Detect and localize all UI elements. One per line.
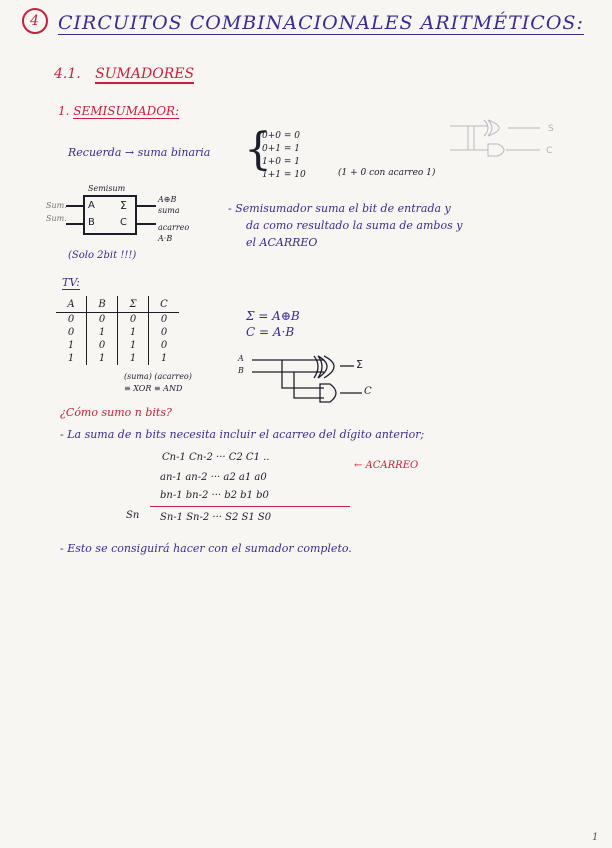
block-out-c: C: [120, 217, 127, 228]
semisumador-block: [64, 186, 160, 242]
rule-item: 0+0 = 0: [262, 131, 300, 141]
equation-carry: C = A·B: [246, 325, 295, 339]
gate-in-a: A: [238, 354, 244, 363]
table-cell: 1: [67, 340, 75, 351]
table-cell: 0: [67, 314, 75, 325]
table-header-row: [56, 296, 179, 313]
block-in-note: Sum.: [46, 214, 67, 223]
sum-row-s-lead: Sn: [126, 510, 140, 521]
desc-line: da como resultado la suma de ambos y: [246, 219, 463, 232]
table-cell: 0: [87, 339, 118, 352]
table-row: [56, 313, 179, 327]
table-cell: 0: [87, 313, 118, 327]
rule-item: 1+0 = 1: [262, 157, 300, 167]
page-number: 1: [592, 832, 599, 843]
block-in-note: Sum.: [46, 201, 67, 210]
block-title: Semisum: [88, 184, 126, 193]
faint-sketch-label: C: [546, 146, 553, 156]
equation-sum: Σ = A⊕B: [246, 309, 300, 323]
faint-sketch-label: S: [548, 124, 554, 134]
sum-row-b: bn-1 bn-2 ··· b2 b1 b0: [160, 490, 269, 501]
gate-out-sigma: Σ: [356, 358, 363, 371]
equations: [246, 308, 300, 340]
table-cell: 1: [149, 352, 180, 365]
block-out1: [158, 194, 180, 216]
rules-note: (1 + 0 con acarreo 1): [338, 168, 436, 178]
solo-note: (Solo 2bit !!!): [68, 250, 137, 261]
sum-row-carry: Cn-1 Cn-2 ··· C2 C1 ..: [162, 452, 270, 463]
tv-foot2: ≡ XOR ≡ AND: [124, 384, 183, 393]
block-out2-expr: A·B: [158, 234, 173, 243]
block-in-a: A: [88, 200, 95, 211]
sum-divider: [150, 506, 350, 507]
sum-row-a: an-1 an-2 ··· a2 a1 a0: [160, 472, 267, 483]
nbits-question: ¿Cómo sumo n bits?: [60, 406, 172, 419]
table-cell: 1: [67, 353, 75, 364]
desc-line: el ACARREO: [246, 236, 318, 249]
rule-item: 0+1 = 1: [262, 144, 300, 154]
desc-line: - Semisumador suma el bit de entrada y: [228, 202, 451, 215]
heading-number: 4: [22, 8, 48, 34]
recuerda-label: Recuerda → suma binaria: [68, 146, 211, 159]
table-cell: 1: [87, 352, 118, 365]
gate-in-b: B: [238, 366, 244, 375]
section-heading: 4.1. SUMADORES: [54, 66, 195, 82]
gate-out-c: C: [364, 386, 372, 397]
block-out-sigma: Σ: [120, 199, 127, 212]
table-cell: 1: [118, 326, 149, 339]
final-note: - Esto se consiguirá hacer con el sumador completo.: [60, 542, 352, 555]
block-in-b: B: [88, 217, 95, 228]
truth-table: [56, 296, 179, 365]
table-row: [56, 326, 179, 339]
tv-label: TV:: [62, 276, 80, 289]
semisumador-description: [228, 200, 462, 251]
block-out2-label: acarreo: [158, 223, 190, 232]
tv-foot1: (suma) (acarreo): [124, 372, 192, 381]
block-out2: [158, 222, 189, 244]
table-cell: 0: [67, 327, 75, 338]
table-row: [56, 352, 179, 365]
table-cell: 1: [87, 326, 118, 339]
block-out1-label: suma: [158, 206, 180, 215]
table-header: Σ: [118, 296, 149, 313]
heading-title: CIRCUITOS COMBINACIONALES ARITMÉTICOS:: [58, 12, 584, 34]
table-cell: 0: [149, 339, 180, 352]
table-cell: 1: [118, 352, 149, 365]
table-row: [56, 339, 179, 352]
sum-row-s: Sn-1 Sn-2 ··· S2 S1 S0: [160, 512, 272, 523]
rule-item: 1+1 = 10: [262, 170, 306, 180]
table-cell: 0: [149, 313, 180, 327]
nbits-line: - La suma de n bits necesita incluir el acarreo del dígito anterior;: [60, 428, 425, 441]
table-header: B: [87, 296, 118, 313]
table-header: A: [56, 296, 87, 313]
subsection-heading: 1. SEMISUMADOR:: [58, 104, 180, 118]
table-cell: 0: [118, 313, 149, 327]
table-cell: 0: [149, 326, 180, 339]
block-out1-expr: A⊕B: [158, 195, 177, 204]
binary-rules: [262, 130, 306, 182]
table-header: C: [149, 296, 180, 313]
table-cell: 1: [118, 339, 149, 352]
half-adder-gates: [244, 350, 374, 406]
carry-note: ← ACARREO: [354, 460, 419, 471]
rules-brace: {: [244, 124, 272, 175]
